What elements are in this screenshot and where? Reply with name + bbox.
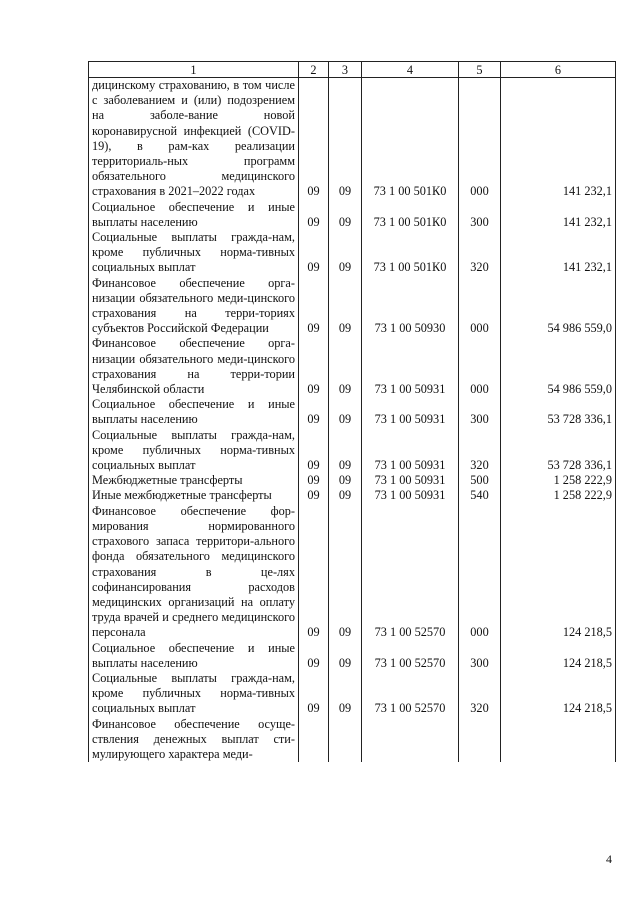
row-target-code-cell: 73 1 00 52570 [362,504,459,641]
row-amount-cell [501,717,616,763]
row-target-code-cell [362,717,459,763]
row-section-cell: 09 [299,230,329,276]
row-name-cell: Социальные выплаты гражда-нам, кроме публичных норма-тивных социальных выплат [89,230,299,276]
row-amount-cell: 124 218,5 [501,641,616,671]
row-target-code-cell: 73 1 00 50930 [362,276,459,337]
budget-table [88,61,616,762]
row-amount-cell: 1 258 222,9 [501,488,616,503]
row-name-cell: Социальное обеспечение и иные выплаты населению [89,397,299,427]
row-expense-type-cell: 300 [459,200,501,230]
row-name-cell: Межбюджетные трансферты [89,473,299,488]
row-section-cell: 09 [299,200,329,230]
row-target-code-cell: 73 1 00 50931 [362,428,459,474]
row-target-code-cell: 73 1 00 50931 [362,336,459,397]
row-subsection-cell: 09 [329,78,362,200]
table-row [89,276,616,337]
table-row [89,78,616,200]
row-name-cell: Социальное обеспечение и иные выплаты населению [89,641,299,671]
row-subsection-cell: 09 [329,641,362,671]
row-expense-type-cell [459,717,501,763]
row-amount-cell: 141 232,1 [501,78,616,200]
row-target-code-cell: 73 1 00 501К0 [362,200,459,230]
row-subsection-cell: 09 [329,671,362,717]
table-header-row [89,62,616,78]
table-row [89,397,616,427]
row-amount-cell: 54 986 559,0 [501,336,616,397]
row-amount-cell: 124 218,5 [501,671,616,717]
row-name-cell: Социальные выплаты гражда-нам, кроме публичных норма-тивных социальных выплат [89,671,299,717]
column-header-5: 5 [459,62,501,78]
row-section-cell: 09 [299,473,329,488]
row-section-cell: 09 [299,641,329,671]
row-expense-type-cell: 000 [459,276,501,337]
row-subsection-cell: 09 [329,397,362,427]
row-expense-type-cell: 320 [459,230,501,276]
row-expense-type-cell: 300 [459,641,501,671]
row-amount-cell: 141 232,1 [501,200,616,230]
row-target-code-cell: 73 1 00 52570 [362,671,459,717]
row-name-cell: Финансовое обеспечение орга-низации обязательного меди-цинского страхования на терри-тории Челябинской области [89,336,299,397]
row-expense-type-cell: 540 [459,488,501,503]
row-expense-type-cell: 320 [459,428,501,474]
row-expense-type-cell: 000 [459,504,501,641]
row-expense-type-cell: 000 [459,78,501,200]
table-row [89,671,616,717]
column-header-2: 2 [299,62,329,78]
row-expense-type-cell: 500 [459,473,501,488]
row-amount-cell: 1 258 222,9 [501,473,616,488]
row-subsection-cell: 09 [329,488,362,503]
table-body [89,78,616,763]
table-row [89,200,616,230]
row-subsection-cell: 09 [329,428,362,474]
row-name-cell: Финансовое обеспечение фор-мирования нормированного страхового запаса территори-ального фонда обязательного медицинского страхования в це-лях софинансирования расходов медицинских организаций на оплату труда врачей и среднего медицинского персонала [89,504,299,641]
table-row [89,488,616,503]
row-amount-cell: 141 232,1 [501,230,616,276]
table-row [89,504,616,641]
column-header-1: 1 [89,62,299,78]
table-row [89,473,616,488]
row-target-code-cell: 73 1 00 52570 [362,641,459,671]
row-expense-type-cell: 320 [459,671,501,717]
row-subsection-cell [329,717,362,763]
row-subsection-cell: 09 [329,276,362,337]
row-subsection-cell: 09 [329,230,362,276]
row-subsection-cell: 09 [329,504,362,641]
row-section-cell: 09 [299,397,329,427]
row-section-cell: 09 [299,336,329,397]
table-row [89,428,616,474]
row-section-cell: 09 [299,276,329,337]
row-name-cell: Иные межбюджетные трансферты [89,488,299,503]
row-name-cell: дицинскому страхованию, в том числе с заболеванием и (или) подозрением на заболе-вание новой коронавирусной инфекцией (COVID-19), в рам-ках реализации территориаль-ных программ обязательного медицинского страхования в 2021–2022 годах [89,78,299,200]
row-name-cell: Финансовое обеспечение осуще-ствления денежных выплат сти-мулирующего характера меди- [89,717,299,763]
table-row [89,717,616,763]
row-subsection-cell: 09 [329,200,362,230]
row-name-cell: Социальные выплаты гражда-нам, кроме публичных норма-тивных социальных выплат [89,428,299,474]
row-expense-type-cell: 300 [459,397,501,427]
row-target-code-cell: 73 1 00 50931 [362,397,459,427]
column-header-6: 6 [501,62,616,78]
row-target-code-cell: 73 1 00 50931 [362,473,459,488]
row-section-cell: 09 [299,488,329,503]
row-target-code-cell: 73 1 00 501К0 [362,78,459,200]
row-subsection-cell: 09 [329,336,362,397]
row-amount-cell: 54 986 559,0 [501,276,616,337]
row-section-cell: 09 [299,504,329,641]
column-header-4: 4 [362,62,459,78]
row-section-cell [299,717,329,763]
row-target-code-cell: 73 1 00 50931 [362,488,459,503]
table-row [89,230,616,276]
row-amount-cell: 53 728 336,1 [501,428,616,474]
row-amount-cell: 124 218,5 [501,504,616,641]
table-row [89,641,616,671]
row-subsection-cell: 09 [329,473,362,488]
row-section-cell: 09 [299,671,329,717]
row-name-cell: Финансовое обеспечение орга-низации обязательного меди-цинского страхования на терри-ториях субъектов Российской Федерации [89,276,299,337]
table-row [89,336,616,397]
page-number: 4 [606,852,612,866]
column-header-3: 3 [329,62,362,78]
row-section-cell: 09 [299,428,329,474]
row-target-code-cell: 73 1 00 501К0 [362,230,459,276]
row-amount-cell: 53 728 336,1 [501,397,616,427]
row-section-cell: 09 [299,78,329,200]
row-name-cell: Социальное обеспечение и иные выплаты населению [89,200,299,230]
row-expense-type-cell: 000 [459,336,501,397]
